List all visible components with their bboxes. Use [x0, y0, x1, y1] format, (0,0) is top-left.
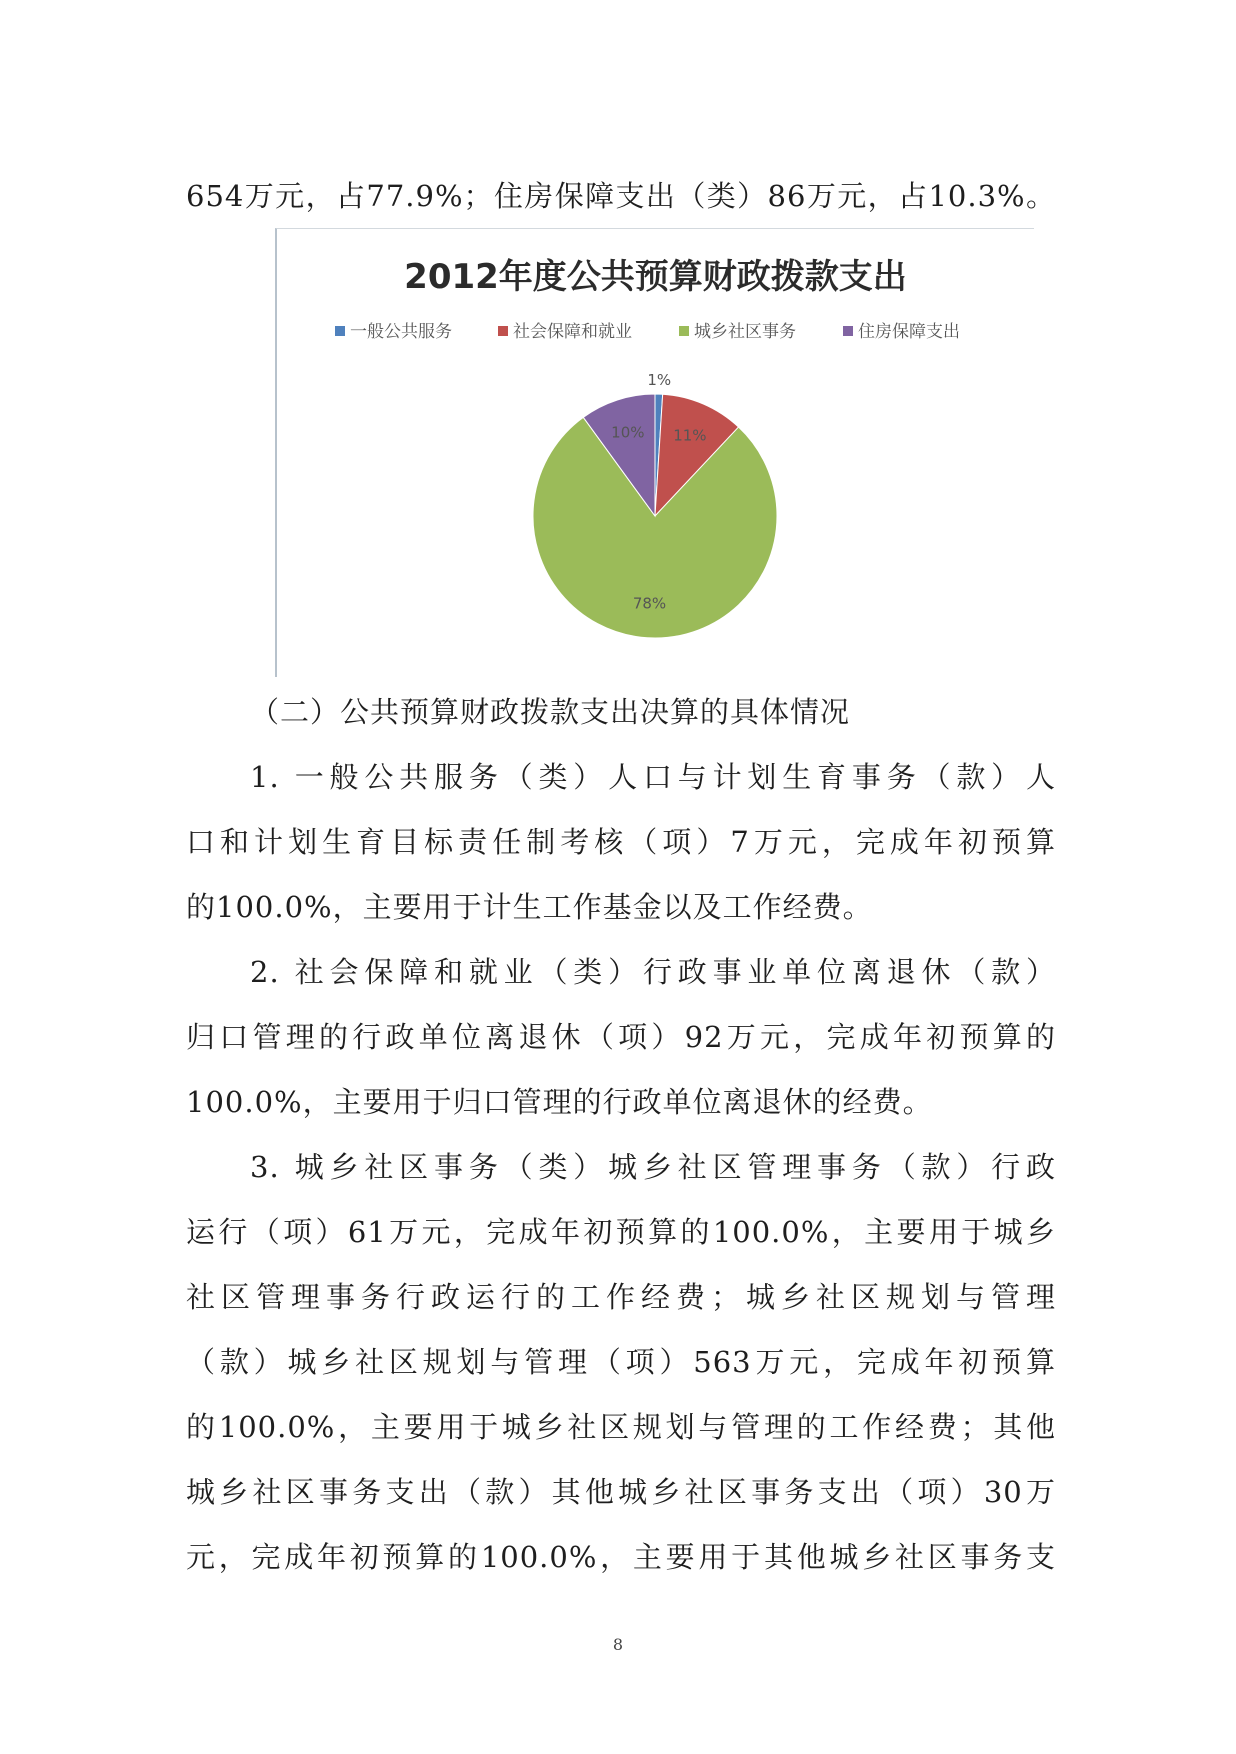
- paragraph-line: 2. 社会保障和就业（类）行政事业单位离退休（款）: [250, 955, 1056, 989]
- pie-chart: [275, 228, 1034, 677]
- paragraph-line: 元，完成年初预算的100.0%，主要用于其他城乡社区事务支: [186, 1540, 1056, 1574]
- pie-data-label: 10%: [611, 423, 645, 442]
- section-heading: （二）公共预算财政拨款支出决算的具体情况: [250, 695, 851, 729]
- legend-label: 社会保障和就业: [513, 322, 632, 342]
- paragraph-line: （款）城乡社区规划与管理（项）563万元，完成年初预算: [186, 1345, 1056, 1379]
- legend-label: 一般公共服务: [350, 322, 452, 342]
- page-number: 8: [612, 1635, 624, 1654]
- pie-plot: [277, 229, 1034, 677]
- legend-label: 城乡社区事务: [694, 322, 796, 342]
- pie-data-label: 78%: [632, 594, 667, 613]
- pie-data-label: 1%: [647, 371, 672, 390]
- paragraph-line: 的100.0%，主要用于计生工作基金以及工作经费。: [186, 890, 873, 924]
- legend-label: 住房保障支出: [858, 322, 960, 342]
- paragraph-line: 100.0%，主要用于归口管理的行政单位离退休的经费。: [186, 1085, 933, 1119]
- chart-title: 2012年度公共预算财政拨款支出: [404, 257, 907, 297]
- paragraph-line: 口和计划生育目标责任制考核（项）7万元，完成年初预算: [186, 825, 1056, 859]
- paragraph-line: 3. 城乡社区事务（类）城乡社区管理事务（款）行政: [250, 1150, 1056, 1184]
- paragraph-line: 654万元，占77.9%；住房保障支出（类）86万元，占10.3%。: [186, 179, 1056, 213]
- paragraph-line: 社区管理事务行政运行的工作经费；城乡社区规划与管理: [186, 1280, 1056, 1314]
- paragraph-line: 城乡社区事务支出（款）其他城乡社区事务支出（项）30万: [186, 1475, 1056, 1509]
- pie-data-label: 11%: [673, 426, 707, 445]
- paragraph-line: 1. 一般公共服务（类）人口与计划生育事务（款）人: [250, 760, 1056, 794]
- paragraph-line: 的100.0%，主要用于城乡社区规划与管理的工作经费；其他: [186, 1410, 1056, 1444]
- paragraph-line: 归口管理的行政单位离退休（项）92万元，完成年初预算的: [186, 1020, 1056, 1054]
- paragraph-line: 运行（项）61万元，完成年初预算的100.0%，主要用于城乡: [186, 1215, 1056, 1249]
